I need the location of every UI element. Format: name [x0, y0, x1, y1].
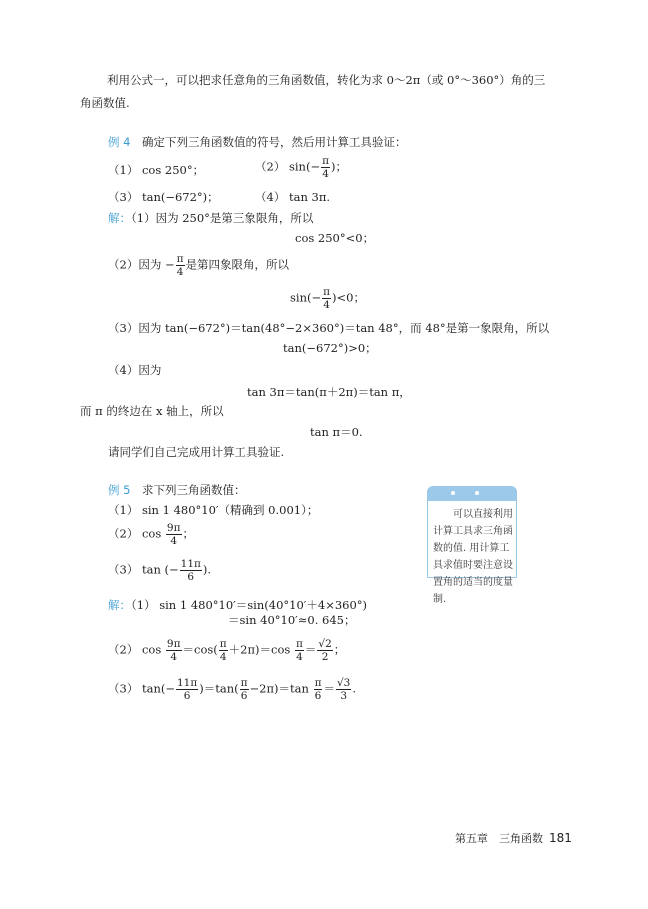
ex4-q2: （2） sin(− $\frac{\pi}{4}$ )；	[255, 155, 347, 180]
ex4-sol-4-eq2: tan π＝0.	[310, 425, 363, 439]
intro-line-2: 角函数值.	[80, 96, 130, 110]
page-footer	[455, 830, 572, 846]
example-4-prompt: 确定下列三角函数值的符号，然后用计算工具验证：	[141, 135, 407, 149]
ex4-sol-1: 解：（1）因为 250°是第三象限角，所以	[108, 211, 314, 225]
intro-line-1: 利用公式一，可以把求任意角的三角函数值，转化为求 0～2π（或 0°～360°）角的三	[107, 73, 546, 87]
ex5-q3: （3） tan (− $\frac{11\pi}{6}$ ).	[108, 558, 212, 583]
ex4-sol-4: （4）因为	[108, 363, 162, 377]
ex5-sol-1: 解：（1） sin 1 480°10′＝sin(40°10′＋4×360°)	[108, 598, 368, 612]
ex4-sol-1-eq: cos 250°<0；	[295, 231, 375, 245]
chapter-title: 第五章 三角函数	[455, 832, 543, 845]
dot-icon	[475, 491, 479, 495]
ex4-sol-4-eq: tan 3π＝tan(π＋2π)＝tan π，	[247, 385, 411, 399]
ex4-sol-2: （2）因为 − $\frac{\pi}{4}$ 是第四象限角，所以	[108, 253, 290, 278]
example-4-heading	[108, 134, 406, 150]
ex5-sol-2: （2） cos $\frac{9\pi}{4}$ ＝cos( $\frac{\pi}{4}$ ＋2π)＝cos $\frac{\pi}{4}$ ＝ $\frac{√2}{2}$ ；	[108, 638, 346, 663]
note-text: 可以直接利用计算工具求三角函数的值. 用计算工具求值时要注意设置角的适当的度量制.	[433, 509, 513, 605]
dot-icon	[451, 491, 455, 495]
ex5-sol-3: （3） tan(− $\frac{11\pi}{6}$ )＝tan( $\frac{\pi}{6}$ −2π)＝tan $\frac{\pi}{6}$ ＝ $\frac{√3}{3}$ .	[108, 677, 356, 702]
ex5-q1: （1） sin 1 480°10′（精确到 0.001）；	[108, 503, 319, 517]
ex4-sol-3: （3）因为 tan(−672°)＝tan(48°−2×360°)＝tan 48°，而 48°是第一象限角，所以	[108, 321, 550, 335]
ex4-closing: 请同学们自己完成用计算工具验证.	[108, 445, 285, 459]
ex4-sol-2-eq: sin(− $\frac{\pi}{4}$ )<0；	[290, 286, 365, 311]
example-5-label: 例 5	[108, 483, 131, 497]
ex4-q1: （1） cos 250°；	[108, 163, 205, 177]
example-5-heading: 例 5 求下列三角函数值：	[108, 483, 246, 497]
page-number: 181	[549, 831, 572, 845]
ex4-sol-4-text: 而 π 的终边在 x 轴上，所以	[80, 404, 224, 418]
ex4-q3: （3） tan(−672°)；	[108, 190, 219, 204]
ex5-sol-1b: ＝sin 40°10′≈0. 645；	[228, 613, 356, 627]
example-4-label: 例 4	[108, 135, 131, 149]
ex5-q2: （2） cos $\frac{9\pi}{4}$ ；	[108, 522, 194, 547]
note-tab	[427, 486, 517, 500]
solution-label: 解：	[108, 598, 131, 612]
side-note	[427, 486, 517, 605]
ex4-q4: （4） tan 3π.	[255, 190, 331, 204]
ex4-sol-3-eq: tan(−672°)>0；	[283, 341, 377, 355]
solution-label: 解：	[108, 211, 131, 225]
